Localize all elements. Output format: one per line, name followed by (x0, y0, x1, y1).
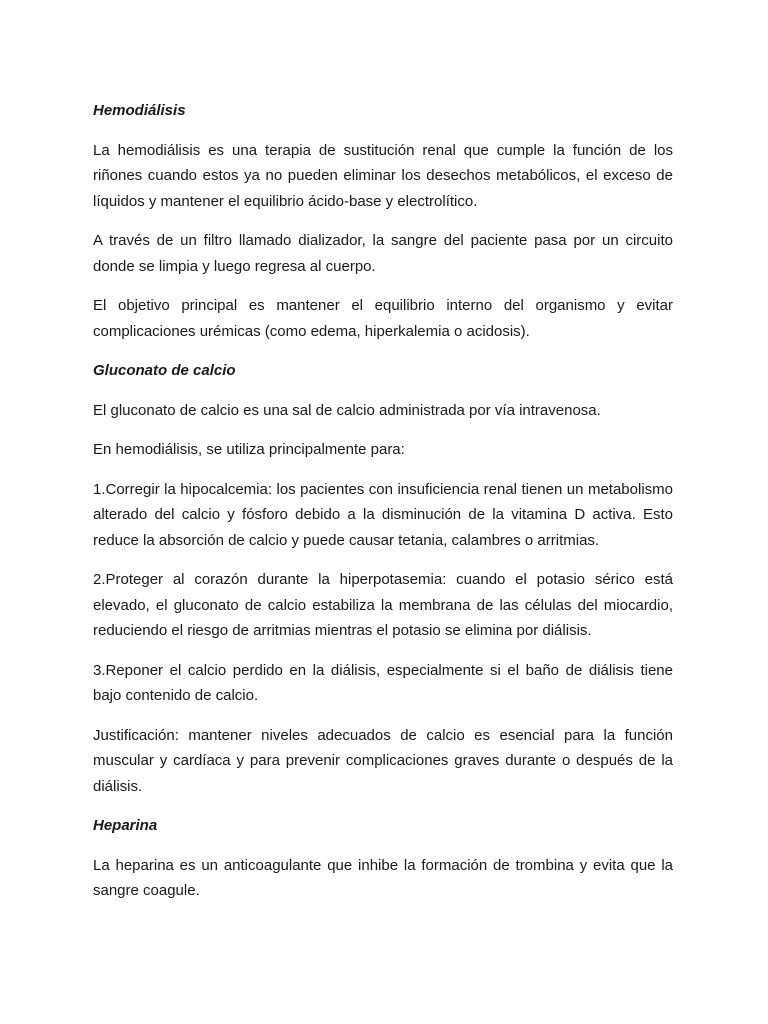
paragraph: El objetivo principal es mantener el equilibrio interno del organismo y evitar complicaciones urémicas (como edema, hiperkalemia o acidosis). (93, 297, 673, 340)
section-heading-gluconato: Gluconato de calcio (93, 362, 236, 379)
paragraph: El gluconato de calcio es una sal de calcio administrada por vía intravenosa. (93, 401, 601, 419)
list-item: 2.Proteger al corazón durante la hiperpotasemia: cuando el potasio sérico está elevado, el gluconato de calcio estabiliza la membrana de las células del miocardio, reduciendo el riesgo de arritmias mientras el potasio se elimina por diálisis. (93, 571, 673, 639)
paragraph: Justificación: mantener niveles adecuados de calcio es esencial para la función muscular y cardíaca y para prevenir complicaciones graves durante o después de la diálisis. (93, 726, 673, 795)
section-heading-heparina: Heparina (93, 817, 158, 834)
section-heading-hemodialisis: Hemodiálisis (93, 102, 186, 119)
list-item: 1.Corregir la hipocalcemia: los pacientes con insuficiencia renal tienen un metabolismo alterado del calcio y fósforo debido a la disminución de la vitamina D activa. Esto reduce la absorción de calcio y puede causar tetania, calambres o arritmias. (93, 480, 673, 549)
paragraph: La hemodiálisis es una terapia de sustitución renal que cumple la función de los riñones cuando estos ya no pueden eliminar los desechos metabólicos, el exceso de líquidos y mantener el equilibrio ácido-base y electrolítico. (93, 141, 673, 210)
document-page (93, 98, 673, 918)
paragraph: La heparina es un anticoagulante que inhibe la formación de trombina y evita que la sangre coagule. (93, 856, 673, 899)
paragraph: A través de un filtro llamado dializador, la sangre del paciente pasa por un circuito donde se limpia y luego regresa al cuerpo. (93, 232, 673, 275)
list-item: 3.Reponer el calcio perdido en la diálisis, especialmente si el baño de diálisis tiene bajo contenido de calcio. (93, 661, 673, 704)
paragraph: En hemodiálisis, se utiliza principalmente para: (93, 441, 405, 458)
